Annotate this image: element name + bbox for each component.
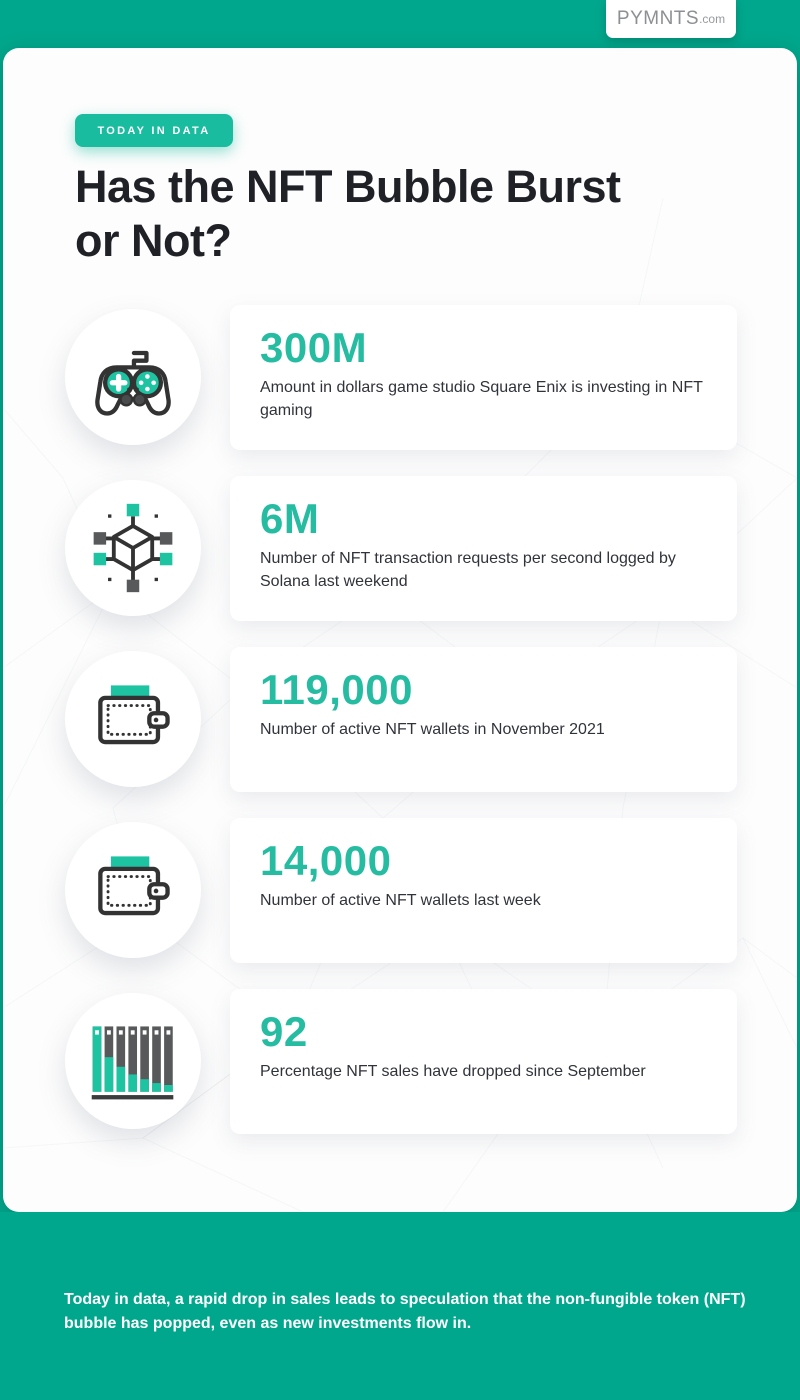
stat-description: Number of active NFT wallets last week [260,892,541,909]
today-in-data-badge [75,114,233,147]
stat-value: 6M [260,495,320,542]
wallet-icon [85,842,181,938]
game-controller-icon [85,329,181,425]
stat-card [230,989,737,1134]
bar-chart-decline-icon [85,1013,181,1109]
pymnts-logo-tld: .com [699,12,726,26]
stat-description: Amount in dollars game studio Square Enix is investing in NFT gaming [260,379,703,419]
footer-summary: Today in data, a rapid drop in sales leads to speculation that the non-fungible token (NFT) bubble has popped, even as new investments flow in. [64,1291,746,1332]
stat-card [230,305,737,450]
stat-row [3,818,797,963]
blockchain-cube-icon [85,500,181,596]
stat-icon-circle [65,822,201,958]
stat-row [3,989,797,1134]
stat-icon-circle [65,309,201,445]
stat-row [3,476,797,621]
stat-value: 300M [260,324,368,371]
stat-description: Number of NFT transaction requests per second logged by Solana last weekend [260,550,676,590]
pymnts-logo[interactable] [606,0,736,38]
pymnts-logo-text: PYMNTS [616,8,700,29]
stat-row [3,647,797,792]
stat-value: 119,000 [260,666,414,713]
stat-card [230,476,737,621]
footer-band [0,1212,800,1400]
stat-icon-circle [65,993,201,1129]
page-title [75,160,621,268]
stat-description: Number of active NFT wallets in November 2021 [260,721,605,738]
content-sheet [3,48,797,1212]
title-line-2: or Not? [75,215,232,266]
stat-card [230,818,737,963]
stat-row [3,305,797,450]
badge-label: TODAY IN DATA [97,124,211,137]
stat-card [230,647,737,792]
stat-icon-circle [65,651,201,787]
wallet-icon [85,671,181,767]
stat-description: Percentage NFT sales have dropped since September [260,1063,646,1080]
title-line-1: Has the NFT Bubble Burst [75,161,621,212]
stat-value: 92 [260,1008,308,1055]
stat-value: 14,000 [260,837,392,884]
stat-icon-circle [65,480,201,616]
